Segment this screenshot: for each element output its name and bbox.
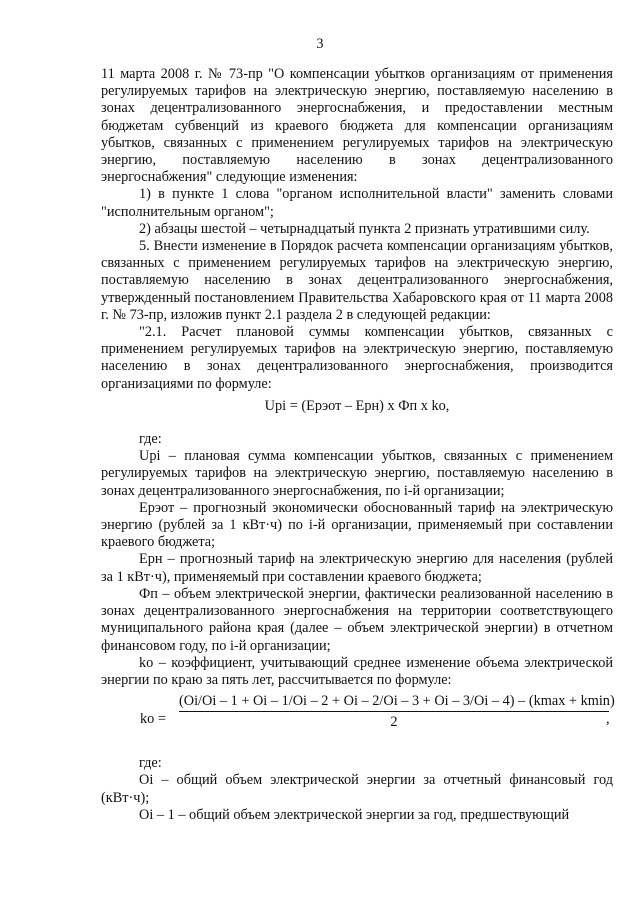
definition-upi: Upi – плановая сумма компенсации убытков, связанных с применением регулируемых тарифов на электрическую энергию, поставляемую населению в зонах децентрализованного энергоснабжения, по i-й организации; <box>101 448 613 499</box>
where-label-2: где: <box>139 755 162 772</box>
definition-oi: Oi – общий объем электрической энергии за отчетный финансовый год (кВт·ч); <box>101 772 613 806</box>
paragraph-point-5: 5. Внести изменение в Порядок расчета компенсации организациям убытков, связанных с применением регулируемых тарифов на электрическую энергию, поставляемую населению в зонах децентрализованного энергоснабжения, утвержденный постановлением Правительства Хабаровского края от 11 марта 2008 г. № 73-пр, изложив пункт 2.1 раздела 2 в следующей редакции: <box>101 238 613 323</box>
paragraph-item-1: 1) в пункте 1 слова "органом исполнительной власти" заменить словами "исполнительным органом"; <box>101 186 613 220</box>
formula-ko-numerator: (Oi/Oi – 1 + Oi – 1/Oi – 2 + Oi – 2/Oi – 3 + Oi – 3/Oi – 4) – (kmax + kmin) <box>179 693 609 712</box>
paragraph-point-2-1: "2.1. Расчет плановой суммы компенсации убытков, связанных с применением регулируемых тарифов на электрическую энергию, поставляемую населению в зонах децентрализованного энергоснабжения, производится организациями по формуле: <box>101 324 613 392</box>
document-body <box>101 66 613 824</box>
definition-ko: kо – коэффициент, учитывающий среднее изменение объема электрической энергии по краю за пять лет, рассчитывается по формуле: <box>101 654 613 688</box>
formula-upi <box>101 398 613 415</box>
where-label: где: <box>139 431 162 448</box>
formula-ko-fraction <box>179 693 615 731</box>
paragraph-item-2: 2) абзацы шестой – четырнадцатый пункта 2 признать утратившими силу. <box>139 220 590 237</box>
definition-epeot: Epэот – прогнозный экономически обоснованный тариф на электрическую энергию (рублей за 1 кВт·ч) по i-й организации, применяемый при составлении краевого бюджета; <box>101 499 613 551</box>
page-number: 3 <box>316 36 324 52</box>
formula-ko-comma: , <box>606 711 610 728</box>
definition-epn: Epн – прогнозный тариф на электрическую энергию для населения (рублей за 1 кВт·ч), применяемый при составлении краевого бюджета; <box>101 551 613 585</box>
formula-ko-denominator: 2 <box>390 714 398 731</box>
definition-oi-1: Oi – 1 – общий объем электрической энергии за год, предшествующий <box>139 806 570 823</box>
formula-ko-left: kо = <box>140 711 166 728</box>
formula-ko <box>101 693 613 745</box>
paragraph-continuation: 11 марта 2008 г. № 73-пр "О компенсации убытков организациям от применения регулируемых тарифов на электрическую энергию, поставляемую населению в зонах децентрализованного энергоснабжения, и предоставлении местным бюджетам субвенций из краевого бюджета для компенсации организациям убытков, связанных с применением регулируемых тарифов на электрическую энергию, поставляемую населению в зонах децентрализованного энергоснабжения" следующие изменения: <box>101 66 613 186</box>
formula-upi-text: Upi = (Epэот – Epн) x Фп x kо, <box>264 397 450 414</box>
definition-fp: Фп – объем электрической энергии, фактически реализованной населению в зонах децентрализованного энергоснабжения на территории соответствующего муниципального района края (далее – объем электрической энергии) в отчетном финансовом году, по i-й организации; <box>101 585 613 654</box>
